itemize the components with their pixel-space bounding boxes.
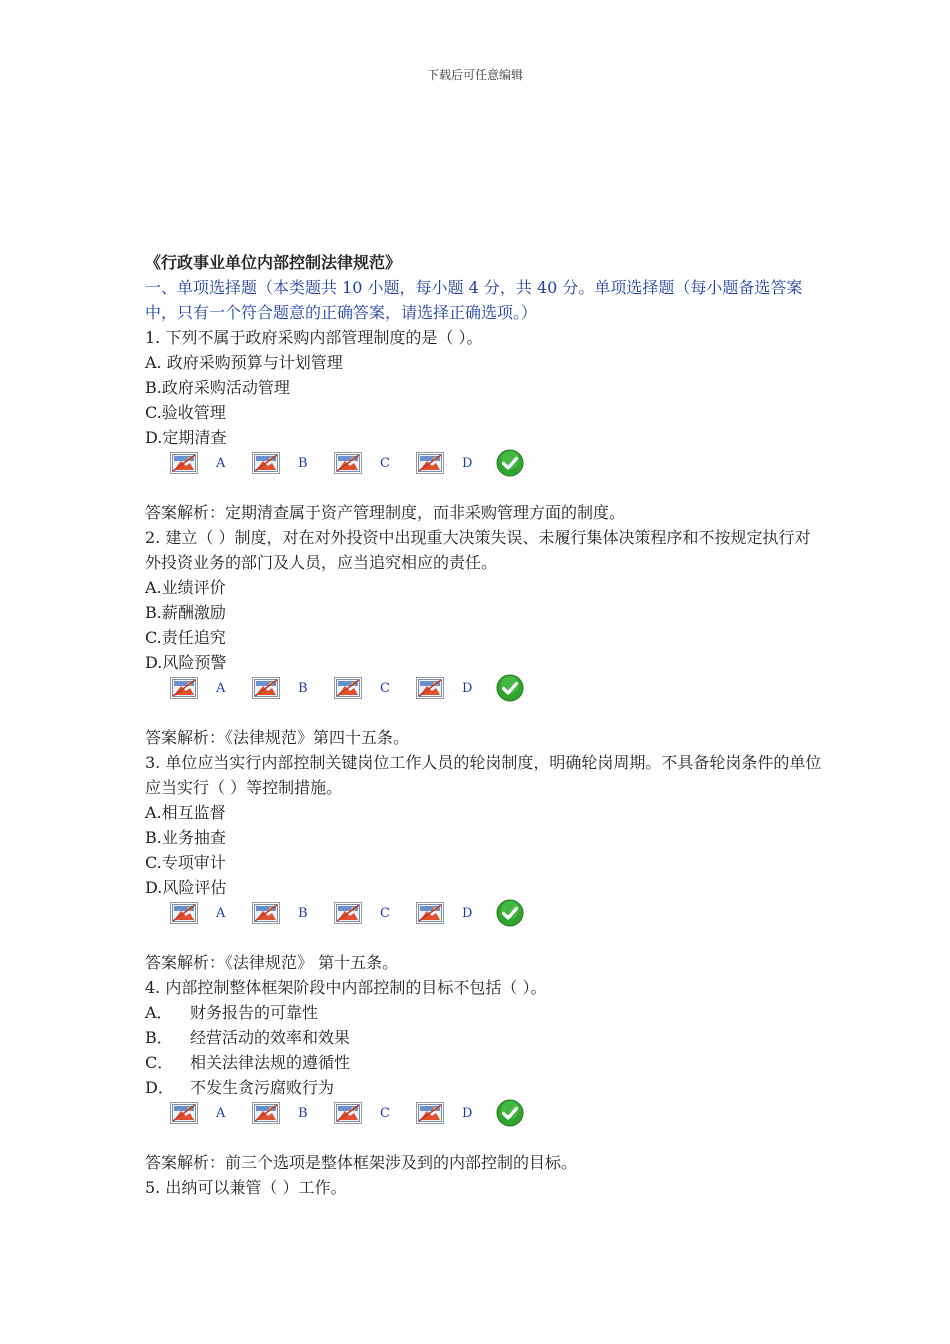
- question-3: [145, 750, 825, 975]
- answer-choice-d[interactable]: [416, 677, 498, 699]
- answer-choice-c[interactable]: [334, 452, 416, 474]
- answer-letter: D: [462, 1105, 473, 1121]
- answer-choices: [145, 900, 825, 950]
- header-note: 下载后可任意编辑: [426, 68, 523, 82]
- answer-letter: B: [298, 680, 308, 696]
- option-d: [145, 1075, 825, 1100]
- option-c: C.专项审计: [145, 853, 226, 872]
- answer-choice-c[interactable]: [334, 1102, 416, 1124]
- option-b: B.业务抽查: [145, 828, 226, 847]
- broken-image-icon[interactable]: [334, 1102, 362, 1124]
- question-stem: 2. 建立（ ）制度，对在对外投资中出现重大决策失误、未履行集体决策程序和不按规定执行对外投资业务的部门及人员，应当追究相应的责任。: [145, 528, 811, 572]
- broken-image-icon[interactable]: [334, 452, 362, 474]
- broken-image-icon[interactable]: [252, 902, 280, 924]
- option-a: [145, 1000, 825, 1025]
- broken-image-icon[interactable]: [416, 1102, 444, 1124]
- question-1: [145, 325, 825, 525]
- broken-image-icon[interactable]: [252, 677, 280, 699]
- answer-letter: B: [298, 1105, 308, 1121]
- question-4: [145, 975, 825, 1175]
- option-a: A.业绩评价: [145, 578, 226, 597]
- question-2: [145, 525, 825, 750]
- answer-choice-a[interactable]: [170, 1102, 252, 1124]
- option-d: D.定期清查: [145, 428, 227, 447]
- section-heading: 一、单项选择题（本类题共 10 小题，每小题 4 分，共 40 分。单项选择题（每小题备选答案中，只有一个符合题意的正确答案，请选择正确选项。）: [145, 278, 803, 322]
- answer-choice-c[interactable]: [334, 677, 416, 699]
- answer-choices: [145, 1100, 825, 1150]
- answer-explanation: 答案解析：《法律规范》第四十五条。: [145, 728, 410, 747]
- answer-letter: D: [462, 455, 473, 471]
- broken-image-icon[interactable]: [170, 452, 198, 474]
- option-c: C.验收管理: [145, 403, 226, 422]
- answer-letter: B: [298, 905, 308, 921]
- question-stem: 3. 单位应当实行内部控制关键岗位工作人员的轮岗制度，明确轮岗周期。不具备轮岗条件的单位应当实行（ ）等控制措施。: [145, 753, 822, 797]
- question-stem: 1. 下列不属于政府采购内部管理制度的是（ ）。: [145, 328, 483, 347]
- answer-letter: C: [380, 905, 390, 921]
- option-text: 财务报告的可靠性: [190, 1003, 319, 1022]
- answer-choice-b[interactable]: [252, 902, 334, 924]
- option-c: [145, 1050, 825, 1075]
- broken-image-icon[interactable]: [416, 902, 444, 924]
- option-d: D.风险预警: [145, 653, 227, 672]
- question-5: [145, 1175, 825, 1200]
- option-text: 经营活动的效率和效果: [190, 1028, 351, 1047]
- broken-image-icon[interactable]: [416, 452, 444, 474]
- answer-letter: C: [380, 455, 390, 471]
- broken-image-icon[interactable]: [416, 677, 444, 699]
- answer-letter: D: [462, 905, 473, 921]
- answer-choice-a[interactable]: [170, 677, 252, 699]
- option-letter: B．: [145, 1028, 173, 1047]
- answer-explanation: 答案解析：定期清查属于资产管理制度，而非采购管理方面的制度。: [145, 503, 626, 522]
- option-b: B.薪酬激励: [145, 603, 226, 622]
- option-letter: A．: [145, 1003, 173, 1022]
- answer-letter: A: [216, 905, 226, 921]
- option-c: C.责任追究: [145, 628, 226, 647]
- answer-choice-a[interactable]: [170, 902, 252, 924]
- answer-letter: A: [216, 680, 226, 696]
- answer-choices: [145, 675, 825, 725]
- check-circle-icon: [496, 449, 524, 477]
- option-text: 不发生贪污腐败行为: [190, 1078, 335, 1097]
- answer-choice-d[interactable]: [416, 452, 498, 474]
- check-circle-icon: [496, 899, 524, 927]
- option-a: A.相互监督: [145, 803, 226, 822]
- check-circle-icon: [496, 674, 524, 702]
- answer-letter: A: [216, 1105, 226, 1121]
- document-title: 《行政事业单位内部控制法律规范》: [145, 253, 402, 272]
- answer-choice-d[interactable]: [416, 1102, 498, 1124]
- answer-choice-d[interactable]: [416, 902, 498, 924]
- option-text: 相关法律法规的遵循性: [190, 1053, 351, 1072]
- option-a: A. 政府采购预算与计划管理: [145, 353, 343, 372]
- option-b: B.政府采购活动管理: [145, 378, 290, 397]
- broken-image-icon[interactable]: [170, 902, 198, 924]
- answer-choice-b[interactable]: [252, 1102, 334, 1124]
- option-letter: D．: [145, 1078, 174, 1097]
- answer-choice-a[interactable]: [170, 452, 252, 474]
- answer-letter: C: [380, 680, 390, 696]
- broken-image-icon[interactable]: [252, 1102, 280, 1124]
- answer-letter: A: [216, 455, 226, 471]
- question-stem: 4. 内部控制整体框架阶段中内部控制的目标不包括（ ）。: [145, 978, 547, 997]
- question-stem: 5. 出纳可以兼管（ ）工作。: [145, 1178, 347, 1197]
- broken-image-icon[interactable]: [170, 1102, 198, 1124]
- answer-choice-c[interactable]: [334, 902, 416, 924]
- broken-image-icon[interactable]: [334, 902, 362, 924]
- answer-choice-b[interactable]: [252, 452, 334, 474]
- option-letter: C．: [145, 1053, 174, 1072]
- broken-image-icon[interactable]: [334, 677, 362, 699]
- option-d: D.风险评估: [145, 878, 227, 897]
- broken-image-icon[interactable]: [170, 677, 198, 699]
- option-b: [145, 1025, 825, 1050]
- answer-choices: [145, 450, 825, 500]
- broken-image-icon[interactable]: [252, 452, 280, 474]
- check-circle-icon: [496, 1099, 524, 1127]
- answer-letter: D: [462, 680, 473, 696]
- answer-explanation: 答案解析：《法律规范》 第十五条。: [145, 953, 399, 972]
- answer-letter: C: [380, 1105, 390, 1121]
- answer-explanation: 答案解析：前三个选项是整体框架涉及到的内部控制的目标。: [145, 1153, 578, 1172]
- document-body: [145, 250, 825, 1200]
- answer-choice-b[interactable]: [252, 677, 334, 699]
- answer-letter: B: [298, 455, 308, 471]
